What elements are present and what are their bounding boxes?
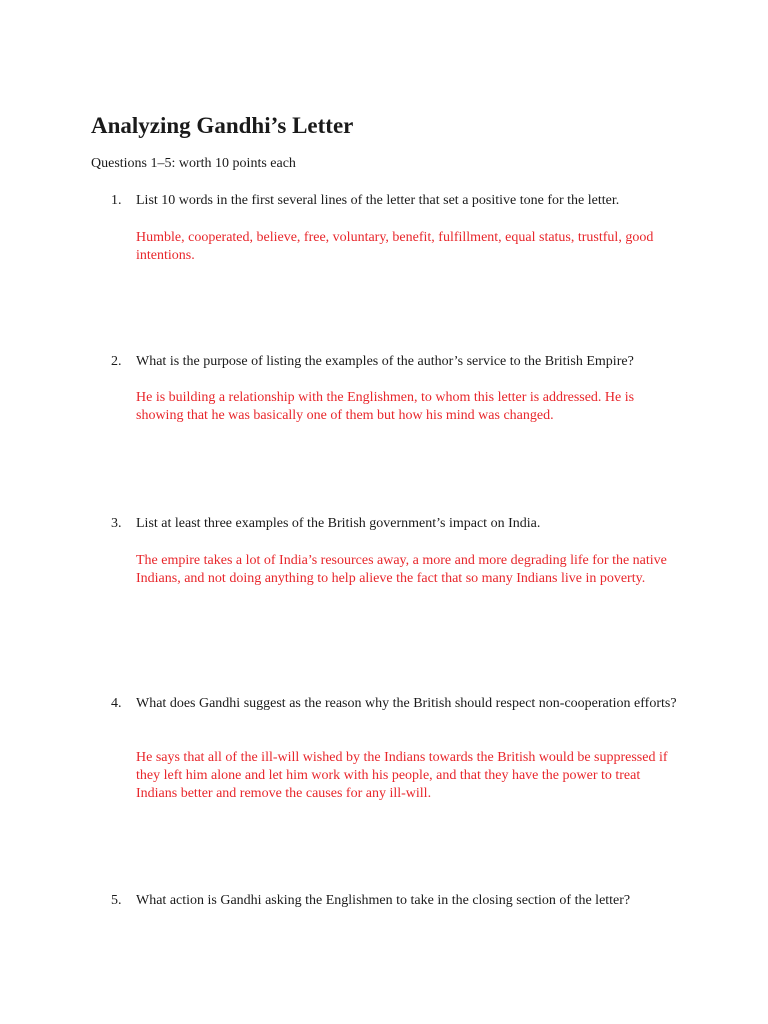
question-text: What action is Gandhi asking the Englishmen to take in the closing section of the letter? [136,893,631,908]
question-number: 1. [111,193,122,208]
question-text: What is the purpose of listing the examples of the author’s service to the British Empire? [136,354,634,369]
question-text: List 10 words in the first several lines of the letter that set a positive tone for the letter. [136,193,620,208]
question-number: 3. [111,516,122,531]
answer-text: He is building a relationship with the Englishmen, to whom this letter is addressed. He is showing that he was basically one of them but how his mind was changed. [136,390,635,423]
question-text: List at least three examples of the British government’s impact on India. [136,516,541,531]
question-number: 5. [111,893,122,908]
answer-text: The empire takes a lot of India’s resources away, a more and more degrading life for the native Indians, and not doing anything to help alieve the fact that so many Indians live in poverty. [136,553,667,586]
question-text: What does Gandhi suggest as the reason why the British should respect non-cooperation efforts? [136,696,677,711]
question-number: 4. [111,696,122,711]
page-title: Analyzing Gandhi’s Letter [91,113,354,138]
answer-text: He says that all of the ill-will wished by the Indians towards the British would be suppressed if they left him alone and let him work with his people, and that they have the power to treat Indians better and remove the causes for any ill-will. [136,750,668,801]
question-number: 2. [111,354,122,369]
page-subtitle: Questions 1–5: worth 10 points each [91,156,296,171]
answer-text: Humble, cooperated, believe, free, voluntary, benefit, fulfillment, equal status, trustful, good intentions. [136,230,654,263]
